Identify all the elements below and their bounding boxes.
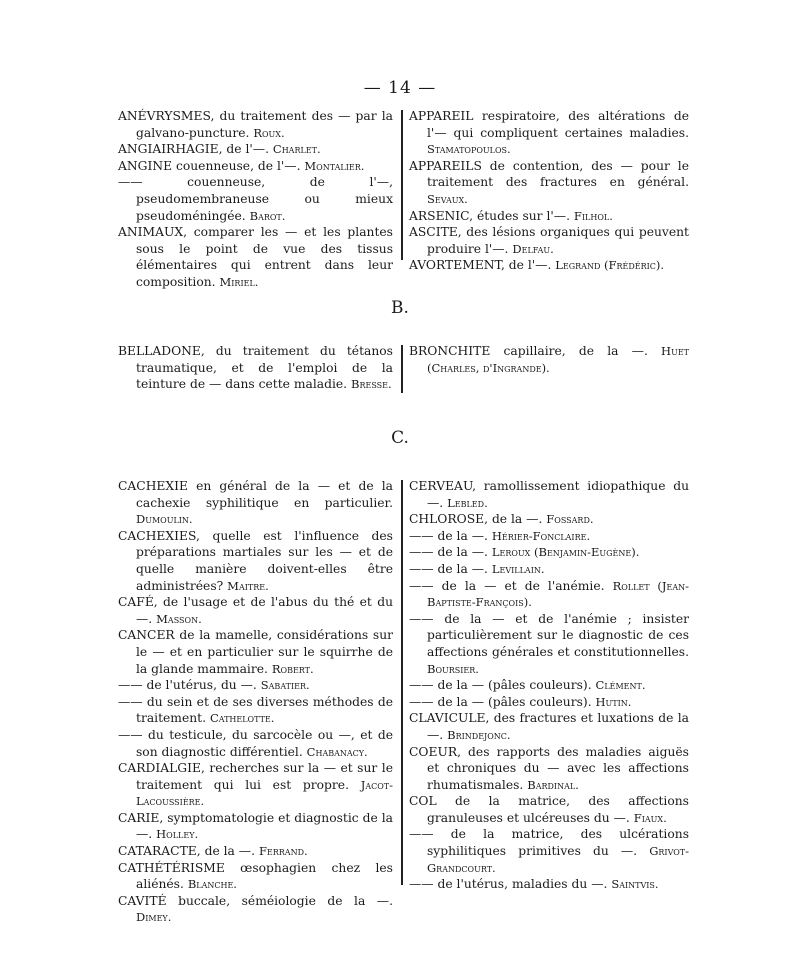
entry-author: Legrand (Frédéric). — [555, 258, 665, 273]
entry-author: Sevaux. — [427, 191, 468, 206]
index-entry — [409, 710, 689, 743]
entry-author: Filhol. — [573, 208, 613, 223]
entry-text: —— couenneuse, de l'—, pseudomembraneuse ou mieux pseudoméningée. — [118, 175, 393, 223]
entry-text: BRONCHITE capillaire, de la —. — [409, 344, 648, 358]
left-column — [118, 343, 393, 393]
entry-author: Miriel. — [219, 274, 259, 289]
index-entry — [409, 677, 689, 694]
entry-text: —— de la —. — [409, 561, 488, 576]
column-rule — [401, 110, 403, 260]
entry-author: Hérier-Fonclaire. — [491, 528, 591, 543]
index-entry — [118, 893, 393, 926]
entry-text: CATARACTE, de la —. — [118, 844, 256, 859]
section-b — [118, 343, 688, 403]
entry-text: ANGIAIRHAGIE, de l'—. — [118, 142, 269, 157]
entry-text: CACHEXIES, quelle est l'influence des préparations martiales sur les — et de quelle manière doivent-elles être administrées? — [118, 528, 393, 593]
column-rule — [401, 480, 403, 885]
index-entry — [118, 760, 393, 810]
index-entry — [118, 677, 393, 694]
index-entry — [409, 826, 689, 876]
index-entry — [118, 627, 393, 677]
index-entry — [409, 528, 689, 545]
right-column — [409, 478, 689, 893]
entry-author: Levillain. — [491, 561, 545, 576]
section-a — [118, 108, 689, 289]
entry-text: COEUR, des rapports des maladies aiguës et chroniques du — avec les affections rhumatismales. — [409, 744, 689, 792]
entry-text: AVORTEMENT, de l'—. — [409, 258, 552, 273]
index-entry — [409, 544, 689, 561]
index-entry — [118, 174, 393, 224]
entry-author: Maitre. — [227, 578, 269, 593]
entry-author: Robert. — [271, 661, 314, 676]
right-column — [409, 108, 689, 274]
entry-text: —— de la — et de l'anémie ; insister particulièrement sur le diagnostic de ces affections générales et constitutionnelles. — [409, 611, 689, 659]
entry-author: Fiaux. — [633, 810, 667, 825]
entry-author: Fossard. — [546, 512, 594, 527]
index-entry — [409, 611, 689, 677]
entry-author: Montalier. — [304, 158, 365, 173]
index-entry — [118, 108, 393, 141]
entry-author: Saintvis. — [611, 877, 659, 892]
index-entry — [409, 208, 689, 225]
entry-author: Barot. — [249, 208, 286, 223]
entry-text: APPAREIL respiratoire, des altérations de l'— qui compliquent certaines maladies. — [409, 109, 689, 140]
entry-text: CARDIALGIE, recherches sur la — et sur le traitement qui lui est propre. — [118, 761, 393, 792]
entry-text: ANIMAUX, comparer les — et les plantes sous le point de vue des tissus élémentaires qui entrent dans leur composition. — [118, 225, 393, 289]
index-entry — [118, 860, 393, 893]
entry-text: —— de la —. — [409, 545, 488, 560]
entry-text: APPAREILS de contention, des — pour le traitement des fractures en général. — [409, 158, 689, 190]
entry-author: Bresse. — [351, 377, 392, 392]
right-column — [409, 343, 689, 376]
entry-text: —— de l'utérus, maladies du —. — [409, 877, 608, 892]
index-entry — [409, 224, 689, 257]
index-entry — [409, 343, 689, 376]
entry-author: Hutin. — [595, 694, 632, 709]
index-entry — [118, 727, 393, 760]
index-entry — [118, 478, 393, 528]
entry-text: CACHEXIE en général de la — et de la cachexie syphilitique en particulier. — [118, 479, 393, 510]
entry-author: Cathelotte. — [209, 711, 275, 726]
entry-author: Sabatier. — [260, 678, 310, 693]
index-entry — [118, 343, 393, 393]
entry-author: Boursier. — [427, 661, 479, 676]
entry-author: Brindejonc. — [447, 727, 511, 742]
index-entry — [409, 876, 689, 893]
entry-author: Chabanacy. — [306, 744, 368, 759]
entry-author: Dumoulin. — [136, 512, 193, 527]
left-column — [118, 478, 393, 926]
entry-author: Clément. — [595, 678, 646, 693]
entry-author: Charlet. — [272, 142, 321, 157]
entry-text: CAFÉ, de l'usage et de l'abus du thé et du —. — [118, 595, 393, 626]
index-entry — [409, 694, 689, 711]
entry-text: CANCER de la mamelle, considérations sur le — et en particulier sur le squirrhe de la glande mammaire. — [118, 628, 393, 676]
index-entry — [409, 561, 689, 578]
index-entry — [118, 224, 393, 290]
entry-author: Leroux (Benjamin-Eugène). — [491, 545, 640, 560]
section-heading-b: B. — [391, 298, 409, 318]
entry-author: Huet (Charles, d'Ingrande). — [427, 344, 689, 375]
index-entry — [409, 511, 689, 528]
entry-text: ANÉVRYSMES, du traitement des — par la galvano-puncture. — [118, 109, 393, 140]
index-entry — [118, 528, 393, 594]
entry-author: Blanche. — [187, 877, 237, 892]
entry-author: Holley. — [156, 827, 199, 842]
entry-author: Ferrand. — [258, 844, 308, 859]
section-heading-c: C. — [391, 428, 409, 448]
entry-text: CERVEAU, ramollissement idiopathique du —. — [409, 479, 689, 510]
index-entry — [409, 793, 689, 826]
entry-text: —— de la —. — [409, 528, 488, 543]
entry-author: Grivot-Grandcourt. — [427, 844, 689, 875]
entry-text: CHLOROSE, de la —. — [409, 512, 543, 527]
entry-text: CAVITÉ buccale, séméiologie de la —. — [118, 893, 393, 908]
entry-author: Stamatopoulos. — [427, 142, 511, 157]
page-number: — 14 — — [363, 78, 437, 98]
entry-text: —— du sein et de ses diverses méthodes de traitement. — [118, 694, 393, 726]
index-entry — [118, 594, 393, 627]
entry-author: Lebled. — [447, 495, 488, 510]
entry-author: Delfau. — [512, 241, 554, 256]
index-entry — [409, 478, 689, 511]
index-entry — [409, 578, 689, 611]
entry-text: —— de la — (pâles couleurs). — [409, 678, 592, 693]
index-entry — [118, 694, 393, 727]
left-column — [118, 108, 393, 291]
entry-text: —— de la — et de l'anémie. — [409, 578, 605, 593]
entry-author: Jacot-Lacoussière. — [136, 777, 393, 809]
entry-author: Roux. — [253, 125, 285, 140]
entry-text: CLAVICULE, des fractures et luxations de la —. — [409, 711, 689, 742]
index-entry — [409, 158, 689, 208]
entry-text: ARSENIC, études sur l'—. — [409, 208, 570, 223]
entry-text: —— de la — (pâles couleurs). — [409, 694, 592, 709]
entry-author: Masson. — [156, 611, 202, 626]
entry-author: Bardinal. — [527, 777, 579, 792]
entry-text: ASCITE, des lésions organiques qui peuvent produire l'—. — [409, 225, 689, 256]
entry-text: CATHÉTÉRISME œsophagien chez les aliénés. — [118, 860, 393, 892]
entry-text: BELLADONE, du traitement du tétanos traumatique, et de l'emploi de la teinture de — dans cette maladie. — [118, 344, 393, 392]
index-entry — [118, 810, 393, 843]
index-entry — [118, 843, 393, 860]
entry-author: Rollet (Jean-Baptiste-François). — [427, 578, 689, 610]
entry-text: —— de l'utérus, du —. — [118, 678, 257, 693]
entry-text: —— du testicule, du sarcocèle ou —, et de son diagnostic différentiel. — [118, 727, 393, 759]
index-entry — [118, 141, 393, 158]
entry-text: COL de la matrice, des affections granuleuses et ulcéreuses du —. — [409, 794, 689, 825]
entry-text: —— de la matrice, des ulcérations syphilitiques primitives du —. — [409, 827, 689, 859]
entry-text: CARIE, symptomatologie et diagnostic de la —. — [118, 810, 393, 842]
index-entry — [118, 158, 393, 175]
index-entry — [409, 744, 689, 794]
index-entry — [409, 257, 689, 274]
column-rule — [401, 345, 403, 393]
section-c — [118, 478, 689, 925]
entry-text: ANGINE couenneuse, de l'—. — [118, 158, 301, 173]
entry-author: Dimey. — [136, 910, 172, 925]
index-entry — [409, 108, 689, 158]
